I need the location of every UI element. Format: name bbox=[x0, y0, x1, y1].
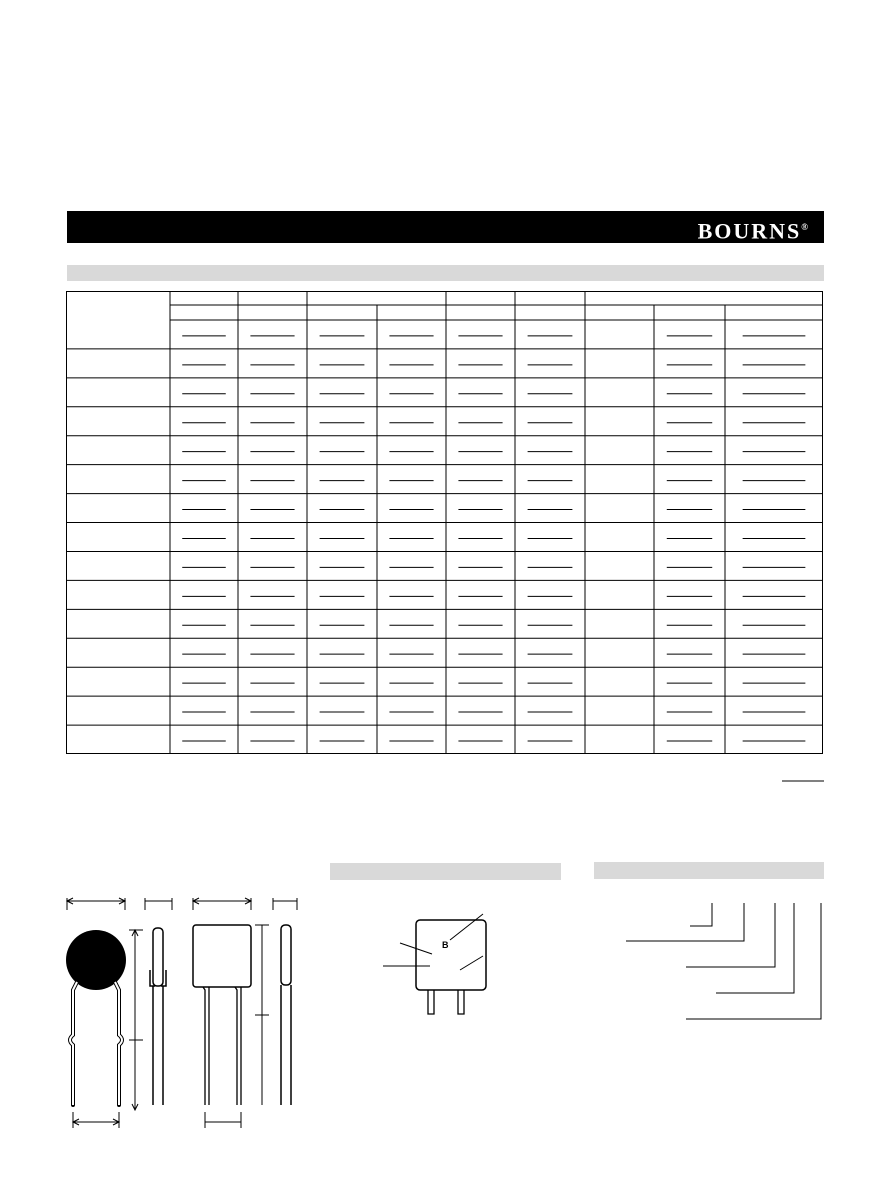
specification-table bbox=[66, 291, 823, 754]
brand-mark: ® bbox=[801, 222, 810, 232]
marking-logo-icon: B bbox=[442, 940, 449, 950]
radial-disc-component-drawing bbox=[55, 890, 185, 1130]
marking-section-bar bbox=[330, 863, 561, 880]
footnote-rule bbox=[782, 780, 824, 784]
header-bar bbox=[67, 211, 824, 243]
table-grid bbox=[66, 291, 823, 754]
disc-body bbox=[66, 930, 126, 990]
component-marking-drawing bbox=[380, 910, 500, 1020]
brand-name: BOURNS bbox=[697, 218, 802, 244]
radial-block-component-drawing bbox=[185, 890, 310, 1130]
brand-logo bbox=[698, 215, 810, 243]
part-number-section-bar bbox=[594, 862, 824, 879]
part-number-breakdown-diagram bbox=[620, 900, 830, 1025]
block-body bbox=[193, 925, 251, 987]
section-title-bar bbox=[67, 265, 824, 281]
